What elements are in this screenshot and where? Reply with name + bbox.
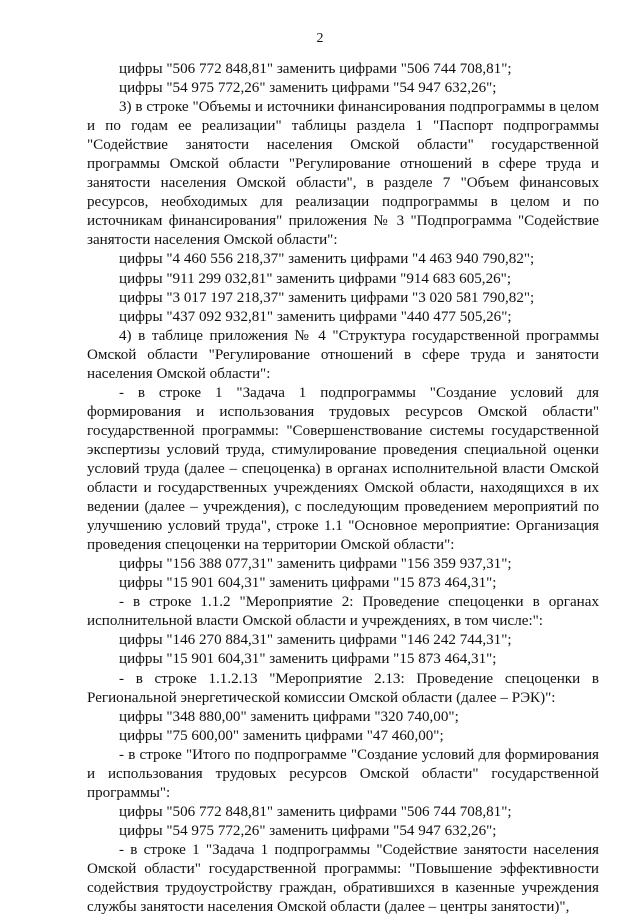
paragraph: 3) в строке "Объемы и источники финансирования подпрограммы в целом и по годам ее реализации" таблицы раздела 1 "Паспорт подпрограммы "Содействие занятости населения Омской области" государственной программы Омской области "Регулирование отношений в сфере труда и занятости населения Омской области", в разделе 7 "Объем финансовых ресурсов, необходимых для реализации подпрограммы в целом и по источникам финансирования" приложения № 3 "Подпрограмма "Содействие занятости населения Омской области": — [87, 99, 599, 249]
paragraph: цифры "506 772 848,81" заменить цифрами "506 744 708,81"; — [119, 803, 512, 820]
paragraph: цифры "506 772 848,81" заменить цифрами "506 744 708,81"; — [119, 61, 512, 77]
paragraph: цифры "15 901 604,31" заменить цифрами "15 873 464,31"; — [119, 651, 497, 668]
paragraph: - в строке 1.1.2 "Мероприятие 2: Проведение спецоценки в органах исполнительной власти Омской области и учреждениях, в том числе:": — [87, 594, 599, 630]
paragraph: 4) в таблице приложения № 4 "Структура государственной программы Омской области "Регулирование отношений в сфере труда и занятости населения Омской области": — [87, 327, 599, 382]
paragraph: цифры "146 270 884,31" заменить цифрами "146 242 744,31"; — [119, 632, 512, 649]
paragraph: - в строке 1 "Задача 1 подпрограммы "Содействие занятости населения Омской области" государственной программы: "Повышение эффективности содействия трудоустройству граждан, обратившихся в казенные учреждения службы занятости населения Омской области (далее – центры занятости)", — [87, 841, 599, 916]
page-number: 2 — [316, 31, 324, 46]
paragraph: цифры "348 880,00" заменить цифрами "320 740,00"; — [119, 708, 459, 725]
paragraph: цифры "437 092 932,81" заменить цифрами "440 477 505,26"; — [119, 308, 512, 325]
paragraph: цифры "15 901 604,31" заменить цифрами "15 873 464,31"; — [119, 575, 497, 592]
paragraph: цифры "4 460 556 218,37" заменить цифрами "4 463 940 790,82"; — [119, 251, 535, 268]
paragraph: цифры "911 299 032,81" заменить цифрами "914 683 605,26"; — [119, 270, 512, 287]
paragraph: - в строке "Итого по подпрограмме "Создание условий для формирования и использования трудовых ресурсов Омской области" государственной программы": — [87, 746, 599, 801]
paragraph: цифры "75 600,00" заменить цифрами "47 460,00"; — [119, 727, 444, 744]
paragraph: цифры "54 975 772,26" заменить цифрами "54 947 632,26"; — [119, 80, 497, 97]
document-body — [87, 60, 599, 917]
paragraph: - в строке 1.1.2.13 "Мероприятие 2.13: Проведение спецоценки в Региональной энергетической комиссии Омской области (далее – РЭК)": — [87, 670, 599, 706]
paragraph: - в строке 1 "Задача 1 подпрограммы "Создание условий для формирования и использования трудовых ресурсов Омской области" государственной программы: "Совершенствование системы государственной экспертизы условий труда, стимулирование проведения специальной оценки условий труда (далее – спецоценка) в органах исполнительной власти Омской области и государственных учреждениях Омской области, находящихся в их ведении (далее – учреждения), с последующим проведением мероприятий по улучшению условий труда", строке 1.1 "Основное мероприятие: Организация проведения спецоценки на территории Омской области": — [87, 384, 599, 554]
paragraph: цифры "156 388 077,31" заменить цифрами "156 359 937,31"; — [119, 556, 512, 573]
paragraph: цифры "54 975 772,26" заменить цифрами "54 947 632,26"; — [119, 822, 497, 839]
paragraph: цифры "3 017 197 218,37" заменить цифрами "3 020 581 790,82"; — [119, 289, 535, 306]
